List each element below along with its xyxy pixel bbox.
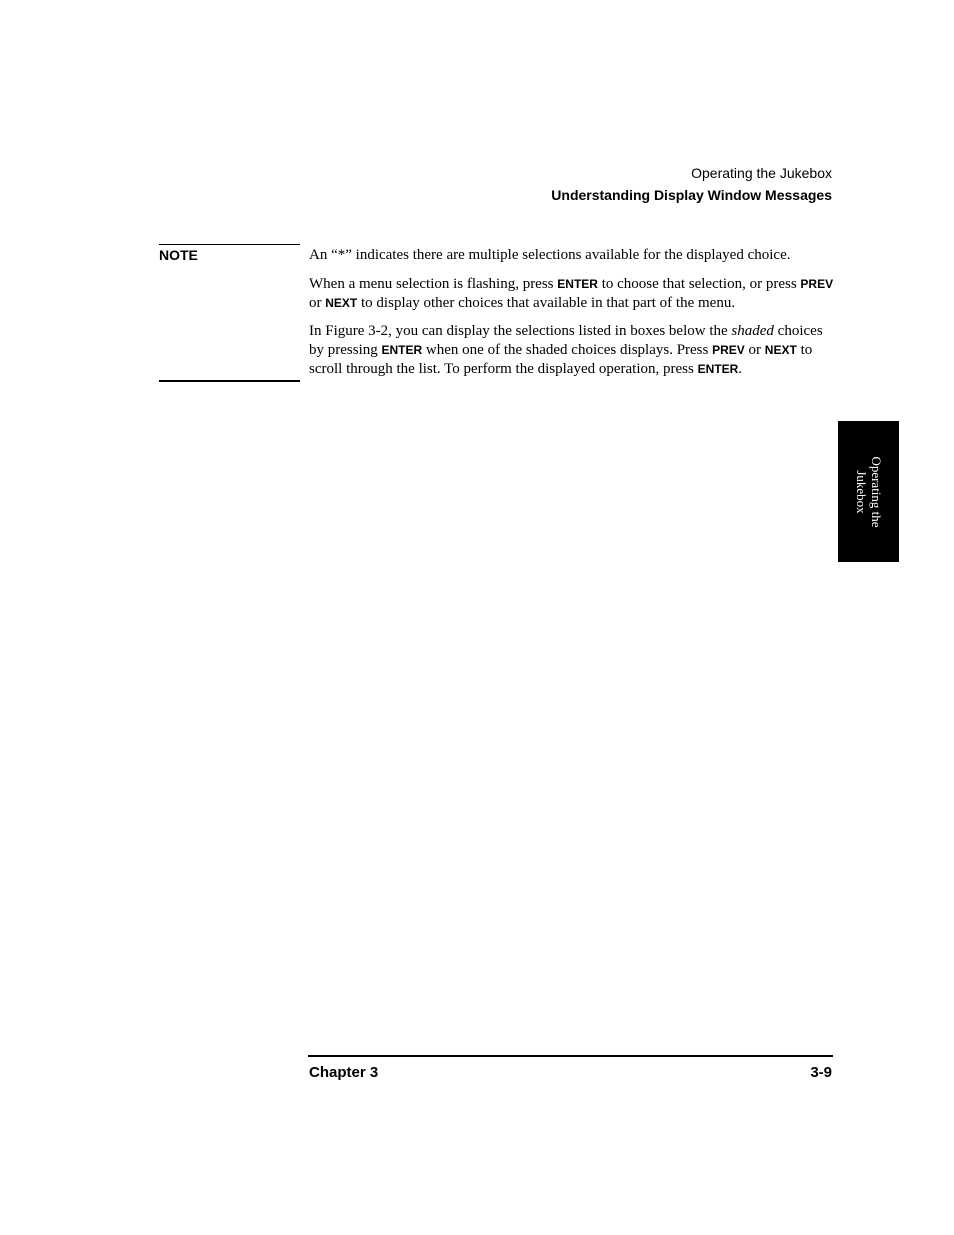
p3-text-c: when one of the shaded choices displays. Press [422, 342, 713, 358]
prev-key-label: PREV [800, 277, 834, 291]
footer-page-number: 3-9 [810, 1064, 832, 1081]
enter-key-label: ENTER [381, 343, 423, 357]
p1-text-a: An “ [309, 247, 338, 263]
enter-key-label: ENTER [697, 362, 739, 376]
footer-chapter: Chapter 3 [309, 1064, 379, 1081]
p2-text-b: to choose that selection, or press [597, 276, 801, 292]
p3-emphasis-shaded: shaded [731, 323, 774, 339]
running-header-section: Understanding Display Window Messages [551, 187, 832, 203]
note-bottom-rule [159, 380, 300, 382]
p3-text-b: choices by pressing [309, 323, 823, 358]
note-label: NOTE [159, 247, 198, 263]
p2-text-c: or [309, 295, 326, 311]
star-symbol: * [337, 247, 346, 263]
note-paragraph-3 [309, 322, 834, 379]
thumb-tab-line-1: Operating the [868, 455, 884, 528]
next-key-label: NEXT [325, 296, 358, 310]
next-key-label: NEXT [764, 343, 797, 357]
note-top-rule [159, 244, 300, 245]
footer-rule [308, 1055, 833, 1057]
note-paragraph-2 [309, 275, 834, 313]
p3-text-f: . [738, 361, 743, 377]
p2-text-d: to display other choices that available in that part of the menu. [357, 295, 736, 311]
p1-text-b: ” indicates there are multiple selections available for the displayed choice. [345, 247, 791, 263]
p2-text-a: When a menu selection is flashing, press [309, 276, 558, 292]
note-paragraph-1 [309, 246, 834, 265]
p3-text-e: to scroll through the list. To perform the displayed operation, press [309, 342, 813, 377]
enter-key-label: ENTER [557, 277, 598, 291]
prev-key-label: PREV [712, 343, 745, 357]
p3-text-d: or [744, 342, 765, 358]
p3-text-a: In Figure 3-2, you can display the selections listed in boxes below the [309, 323, 732, 339]
thumb-tab-line-2: Jukebox [853, 469, 869, 514]
chapter-thumb-tab [838, 421, 899, 562]
running-header-chapter: Operating the Jukebox [691, 165, 832, 181]
